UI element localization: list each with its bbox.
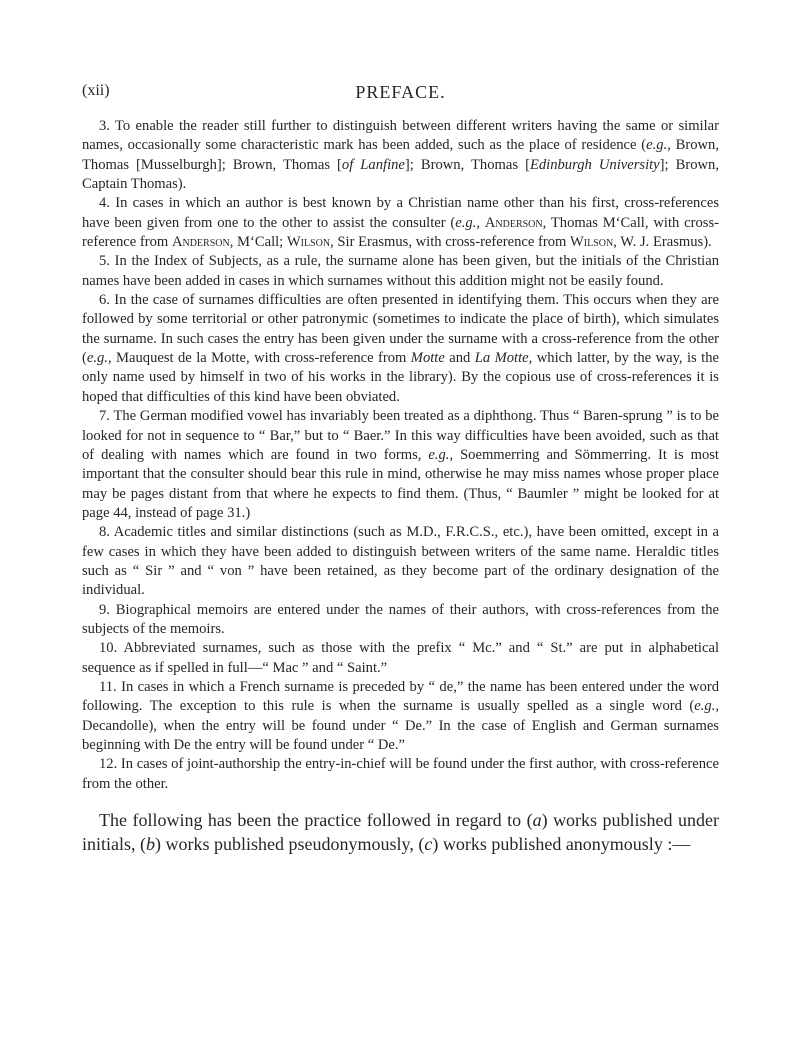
text-run: 3. To enable the reader still further to distinguish between different writers having the same or similar names, occasionally some characteristic mark has been added, such as the place of residence ( xyxy=(82,118,719,154)
paragraph xyxy=(82,678,719,755)
italic-text: e.g. xyxy=(694,698,716,715)
text-run: , Sir Erasmus, with cross-reference from xyxy=(330,234,571,251)
text-run: , Thomas M‘Call, with cross-reference from xyxy=(82,214,719,251)
running-title: PREFACE. xyxy=(355,82,446,102)
text-run: , which latter, by the way, is the only name used by himself in two of his works in the library). By the copious use of cross-references it is hoped that difficulties of this kind have been obviated. xyxy=(82,350,719,405)
italic-text: c xyxy=(424,834,433,855)
italic-text: e.g. xyxy=(646,137,668,154)
text-run: , Decandolle), when the entry will be found under “ De.” In the case of English and German surnames beginning with De the entry will be found under “ De.” xyxy=(82,698,719,753)
text-run: ) works published anonymously :— xyxy=(432,834,691,855)
small-caps-name: Anderson xyxy=(484,214,543,231)
text-run: ) works published pseudonymously, ( xyxy=(155,834,425,855)
page-body xyxy=(82,117,719,856)
text-run: 7. The German modified vowel has invariably been treated as a diphthong. Thus “ Baren-sprung ” is to be looked for not in sequence to “ Bar,” but to “ Baer.” In this way difficulties have been avoided, such as that of dealing with names which are found in two forms, xyxy=(82,408,719,463)
text-run: 6. In the case of surnames difficulties are often presented in identifying them. This occurs when they are followed by some territorial or other patronymic (sometimes to indicate the place of birth), which simulates the surname. In such cases the entry has been given under the surname with a cross-reference from the other ( xyxy=(82,292,719,367)
italic-text: La Motte xyxy=(474,350,529,367)
text-run: 10. Abbreviated surnames, such as those with the prefix “ Mc.” and “ St.” are put in alphabetical sequence as if spelled in full—“ Mac ” and “ Saint.” xyxy=(82,640,719,676)
italic-text: e.g. xyxy=(455,214,477,231)
text-run: 4. In cases in which an author is best known by a Christian name other than his first, cross-references have been given from one to the other to assist the consulter ( xyxy=(82,195,719,231)
italic-text: a xyxy=(532,810,542,831)
italic-text: of Lanfine xyxy=(341,156,405,173)
text-run: and xyxy=(444,350,475,367)
paragraph xyxy=(82,117,719,194)
closing-paragraph xyxy=(82,808,719,856)
paragraph xyxy=(82,291,719,407)
text-run: , xyxy=(476,214,485,231)
page-number: (xii) xyxy=(82,82,110,99)
text-run: , W. J. Erasmus). xyxy=(613,234,712,251)
text-run: , Soemmerring and Sömmerring. It is most important that the consulter should bear this rule in mind, otherwise he may miss names whose proper place may be pages distant from that where he expects to find them. (Thus, “ Baumler ” might be looked for at page 44, instead of page 31.) xyxy=(82,446,719,521)
text-run: 12. In cases of joint-authorship the entry-in-chief will be found under the first author, with cross-reference from the other. xyxy=(82,756,719,792)
text-run: , Brown, Thomas [Musselburgh]; Brown, Thomas [ xyxy=(82,137,719,173)
paragraph xyxy=(82,601,719,640)
paragraph xyxy=(82,523,719,600)
small-caps-name: Wilson xyxy=(286,234,331,251)
page-header xyxy=(82,82,719,106)
italic-text: Edinburgh University xyxy=(529,156,660,173)
text-run: 9. Biographical memoirs are entered under the names of their authors, with cross-references from the subjects of the memoirs. xyxy=(82,601,719,637)
paragraph xyxy=(82,194,719,252)
text-run: ) works published under initials, ( xyxy=(82,810,719,855)
paragraph xyxy=(82,755,719,794)
italic-text: b xyxy=(146,834,155,855)
text-run: , Mauquest de la Motte, with cross-reference from xyxy=(107,350,411,367)
text-run: 11. In cases in which a French surname is preceded by “ de,” the name has been entered under the word following. The exception to this rule is when the surname is usually spelled as a single word ( xyxy=(82,678,719,715)
italic-text: e.g. xyxy=(86,350,108,367)
text-run: ]; Brown, Thomas [ xyxy=(404,156,530,173)
text-run: The following has been the practice followed in regard to ( xyxy=(99,810,533,831)
text-run: 8. Academic titles and similar distinctions (such as M.D., F.R.C.S., etc.), have been omitted, except in a few cases in which they have been added to distinguish between writers of the same name. Heraldic titles such as “ Sir ” and “ von ” have been retained, as they become part of the ordinary designation of the individual. xyxy=(82,524,719,599)
small-caps-name: Wilson xyxy=(570,234,614,251)
italic-text: Motte xyxy=(410,350,445,367)
text-run: 5. In the Index of Subjects, as a rule, the surname alone has been given, but the initials of the Christian names have been added in cases in which surnames without this addition might not be easily found. xyxy=(82,253,719,289)
text-run: , M‘Call; xyxy=(229,234,287,251)
small-caps-name: Anderson xyxy=(171,234,230,251)
paragraph xyxy=(82,407,719,523)
paragraph xyxy=(82,252,719,291)
paragraph xyxy=(82,639,719,678)
text-run: ]; Brown, Captain Thomas). xyxy=(82,156,720,193)
italic-text: e.g. xyxy=(428,446,450,463)
